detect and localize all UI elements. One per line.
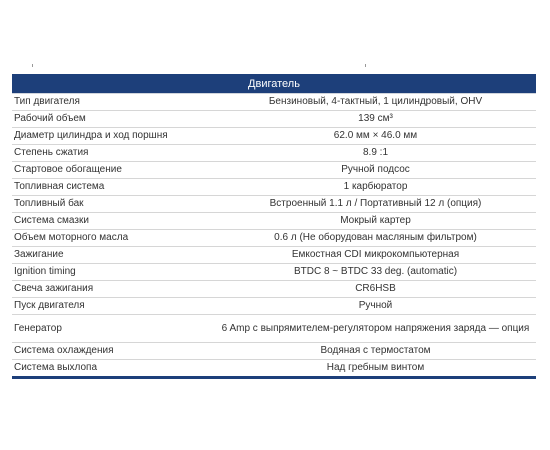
scan-mark [32, 64, 33, 67]
table-row [12, 230, 536, 247]
spec-value: Мокрый картер [215, 213, 536, 230]
table-row [12, 162, 536, 179]
spec-value: Емкостная CDI микрокомпьютерная [215, 247, 536, 264]
spec-label: Рабочий объем [12, 111, 215, 128]
spec-value: 62.0 мм × 46.0 мм [215, 128, 536, 145]
table-header-row [12, 74, 536, 94]
spec-value: 139 см³ [215, 111, 536, 128]
table-row [12, 343, 536, 360]
spec-label: Тип двигателя [12, 94, 215, 111]
spec-label: Топливная система [12, 179, 215, 196]
spec-label: Система смазки [12, 213, 215, 230]
spec-value: Встроенный 1.1 л / Портативный 12 л (опция) [215, 196, 536, 213]
spec-label: Стартовое обогащение [12, 162, 215, 179]
table-row [12, 315, 536, 343]
spec-label: Топливный бак [12, 196, 215, 213]
table-row [12, 213, 536, 230]
table-row [12, 264, 536, 281]
spec-label: Система охлаждения [12, 343, 215, 360]
table-row [12, 298, 536, 315]
table-row [12, 94, 536, 111]
spec-value: 0.6 л (Не оборудован масляным фильтром) [215, 230, 536, 247]
spec-value: Ручной подсос [215, 162, 536, 179]
spec-value: Бензиновый, 4-тактный, 1 цилиндровый, OHV [215, 94, 536, 111]
spec-value: 1 карбюратор [215, 179, 536, 196]
spec-label: Зажигание [12, 247, 215, 264]
spec-label: Ignition timing [12, 264, 215, 281]
spec-value: 8.9 :1 [215, 145, 536, 162]
spec-value: Над гребным винтом [215, 360, 536, 378]
table-row [12, 360, 536, 378]
spec-label: Свеча зажигания [12, 281, 215, 298]
table-header: Двигатель [12, 74, 536, 94]
table-row [12, 145, 536, 162]
table-row [12, 247, 536, 264]
spec-label: Генератор [12, 315, 215, 343]
spec-label: Диаметр цилиндра и ход поршня [12, 128, 215, 145]
spec-value: Ручной [215, 298, 536, 315]
spec-label: Система выхлопа [12, 360, 215, 378]
engine-spec-table [12, 74, 536, 379]
spec-label: Пуск двигателя [12, 298, 215, 315]
spec-value: Водяная с термостатом [215, 343, 536, 360]
spec-label: Степень сжатия [12, 145, 215, 162]
table-row [12, 128, 536, 145]
spec-label: Объем моторного масла [12, 230, 215, 247]
table-row [12, 281, 536, 298]
table-row [12, 111, 536, 128]
scan-mark [365, 64, 366, 67]
spec-value: BTDC 8 ~ BTDC 33 deg. (automatic) [215, 264, 536, 281]
table-row [12, 196, 536, 213]
spec-value: CR6HSB [215, 281, 536, 298]
spec-value: 6 Amp с выпрямителем-регулятором напряжения заряда — опция [215, 315, 536, 343]
table-row [12, 179, 536, 196]
